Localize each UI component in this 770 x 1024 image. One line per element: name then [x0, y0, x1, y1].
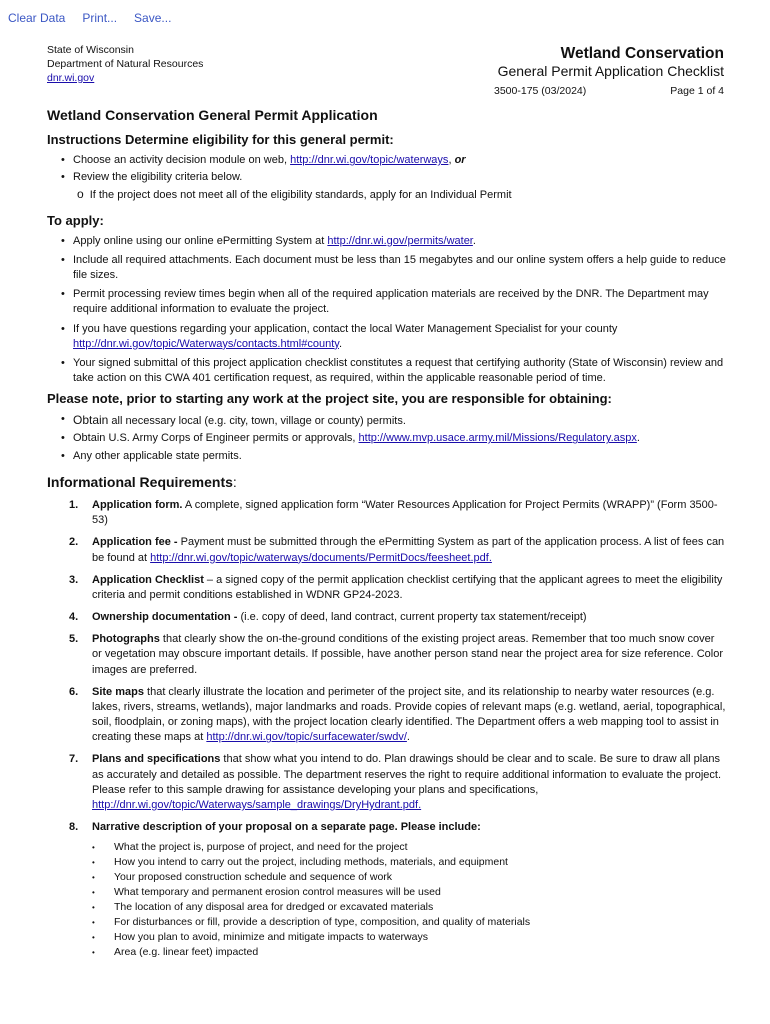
- requirements-list: [69, 498, 727, 960]
- print-button[interactable]: Print...: [82, 11, 118, 25]
- list-item: [61, 170, 727, 185]
- item-text: A complete, signed application form “Water Resources Application for Project Permits (WRAPP)” (Form 3500-53): [92, 499, 718, 527]
- list-item: [61, 234, 727, 249]
- main-heading: Wetland Conservation General Permit Application: [47, 107, 378, 123]
- form-title-block: [404, 44, 724, 98]
- requirement-item: [69, 632, 727, 678]
- item-number: 6.: [69, 685, 79, 698]
- swdv-link[interactable]: http://dnr.wi.gov/topic/surfacewater/swdv/: [206, 731, 407, 744]
- waterways-link[interactable]: http://dnr.wi.gov/topic/waterways: [290, 154, 449, 167]
- item-title: Ownership documentation -: [92, 611, 238, 624]
- note-heading: Please note, prior to starting any work at the project site, you are responsible for obtaining:: [47, 391, 612, 407]
- punctuation: .: [406, 731, 410, 744]
- item-text: that clearly illustrate the location and perimeter of the project site, and its relationship to nearby water resources (e.g. lakes, rivers, streams, wetlands), major landmarks and roads. Provide copies of relevant maps (e.g. wetland, aerial, topographical, soil, floodplain, or zoning maps), with the project location clearly identified. The Department offers a web mapping tool to assist in creating these maps at: [92, 685, 726, 744]
- item-number: 8.: [69, 821, 79, 834]
- note-list: [61, 412, 727, 464]
- item-text: (i.e. copy of deed, land contract, current property tax statement/receipt): [237, 611, 587, 624]
- note-text: Obtain U.S. Army Corps of Engineer permits or approvals,: [73, 432, 359, 445]
- requirement-item: [69, 610, 727, 625]
- list-item: • The location of any disposal area for dredged or excavated materials: [92, 900, 727, 914]
- item-number: 3.: [69, 573, 79, 586]
- punctuation: .: [472, 234, 476, 247]
- item-title: Application fee -: [92, 536, 178, 549]
- list-item: [61, 322, 727, 352]
- item-text: – a signed copy of the permit application checklist certifying that the applicant agrees to meet the eligibility criteria and permit conditions established in WDNR GP24-2023.: [92, 573, 723, 601]
- list-item: • Area (e.g. linear feet) impacted: [92, 945, 727, 959]
- requirement-item: [69, 535, 727, 565]
- punctuation: .: [636, 432, 640, 445]
- epermitting-link[interactable]: http://dnr.wi.gov/permits/water: [327, 234, 473, 247]
- agency-department: Department of Natural Resources: [47, 57, 204, 70]
- agency-block: [47, 44, 203, 86]
- item-title: Narrative description of your proposal on a separate page. Please include:: [92, 821, 481, 834]
- eligibility-list: [61, 153, 727, 185]
- list-item: • What temporary and permanent erosion control measures will be used: [92, 885, 727, 899]
- list-item: • What the project is, purpose of project, and need for the project: [92, 840, 727, 854]
- item-title: Plans and specifications: [92, 753, 221, 766]
- apply-list: [61, 234, 727, 387]
- item-text: that clearly show the on-the-ground conditions of the existing project areas. Remember that too much snow cover or vegetation may obscure important details. If possible, have another person stand near the project area for size reference. Color images are preferred.: [92, 633, 724, 676]
- list-item: • Any other applicable state permits.: [61, 449, 727, 464]
- apply-heading: To apply:: [47, 212, 104, 228]
- list-item: [61, 431, 727, 446]
- requirement-item: [69, 573, 727, 603]
- separator: ,: [448, 154, 455, 167]
- item-title: Application Checklist: [92, 573, 204, 586]
- eligibility-text: Review the eligibility criteria below.: [73, 171, 243, 184]
- form-subtitle: General Permit Application Checklist: [497, 63, 724, 80]
- requirement-item: [69, 685, 727, 746]
- item-title: Application form.: [92, 499, 183, 512]
- form-toolbar: [8, 10, 188, 30]
- obtain-text: Obtain: [73, 413, 109, 428]
- form-meta: [404, 84, 724, 98]
- form-title: Wetland Conservation: [560, 45, 724, 62]
- item-number: 2.: [69, 536, 79, 549]
- sub-bullet-text: If the project does not meet all of the eligibility standards, apply for an Individual Permit: [89, 188, 512, 201]
- punctuation: .: [338, 337, 343, 350]
- or-text: or: [454, 154, 466, 167]
- requirement-item: [69, 820, 727, 960]
- list-item: • Permit processing review times begin when all of the required application materials are received by the DNR. The Department may require additional information to evaluate the project.: [61, 287, 727, 317]
- apply-text: If you have questions regarding your application, contact the local Water Management Specialist for your county: [73, 322, 618, 335]
- sub-bullet: [47, 186, 727, 203]
- list-item: [61, 412, 727, 429]
- item-number: 4.: [69, 611, 79, 624]
- note-text: all necessary local (e.g. city, town, village or county) permits.: [108, 415, 406, 428]
- list-item: • Include all required attachments. Each document must be less than 15 megabytes and our online system offers a help guide to reduce file sizes.: [61, 253, 727, 283]
- heading-colon: :: [232, 473, 237, 490]
- sample-drawing-link[interactable]: http://dnr.wi.gov/topic/Waterways/sample_drawings/DryHydrant.pdf.: [92, 798, 422, 811]
- list-item: [61, 153, 727, 168]
- item-text: Payment must be submitted through the ePermitting System as part of the application process. A list of fees can be found at: [92, 536, 725, 564]
- agency-state: State of Wisconsin: [47, 44, 134, 56]
- save-button[interactable]: Save...: [134, 11, 172, 25]
- list-item: • Your signed submittal of this project application checklist constitutes a request that certifying authority (State of Wisconsin) review and take action on this CWA 401 certification request, as required, within the applicable reasonable period of time.: [61, 356, 727, 386]
- item-title: Photographs: [92, 633, 160, 646]
- eligibility-heading: Instructions Determine eligibility for this general permit:: [47, 132, 394, 148]
- feesheet-link[interactable]: http://dnr.wi.gov/topic/waterways/documents/PermitDocs/feesheet.pdf.: [150, 551, 492, 564]
- list-item: • How you plan to avoid, minimize and mitigate impacts to waterways: [92, 930, 727, 944]
- list-item: • How you intend to carry out the project, including methods, materials, and equipment: [92, 855, 727, 869]
- item-number: 5.: [69, 633, 79, 646]
- item-number: 7.: [69, 753, 79, 766]
- item-title: Site maps: [92, 685, 144, 698]
- contacts-link[interactable]: http://dnr.wi.gov/topic/Waterways/contacts.html#county: [73, 337, 339, 350]
- page-number: Page 1 of 4: [670, 84, 724, 97]
- document-body: [47, 106, 727, 967]
- narrative-list: [92, 840, 727, 959]
- requirement-item: [69, 752, 727, 813]
- eligibility-text: Choose an activity decision module on web,: [73, 154, 291, 167]
- list-item: • Your proposed construction schedule and sequence of work: [92, 870, 727, 884]
- requirement-item: [69, 498, 727, 528]
- list-item: • For disturbances or fill, provide a description of type, composition, and quality of materials: [92, 915, 727, 929]
- apply-text: Apply online using our online ePermitting System at: [73, 234, 328, 247]
- informational-heading-text: Informational Requirements: [47, 473, 233, 490]
- item-text: that show what you intend to do. Plan drawings should be clear and to scale. Be sure to draw all plans as accurately and detailed as possible. The department reserves the right to require additional information to evaluate the project. Please refer to this sample drawing for assistance developing your plans and specifications,: [92, 753, 721, 796]
- usace-link[interactable]: http://www.mvp.usace.army.mil/Missions/Regulatory.aspx: [358, 432, 637, 445]
- clear-data-button[interactable]: Clear Data: [8, 11, 66, 25]
- informational-heading: [47, 473, 727, 492]
- agency-website-link[interactable]: dnr.wi.gov: [47, 71, 95, 84]
- item-number: 1.: [69, 499, 79, 512]
- form-number: 3500-175 (03/2024): [494, 84, 587, 97]
- sub-bullet-marker: o: [77, 186, 84, 201]
